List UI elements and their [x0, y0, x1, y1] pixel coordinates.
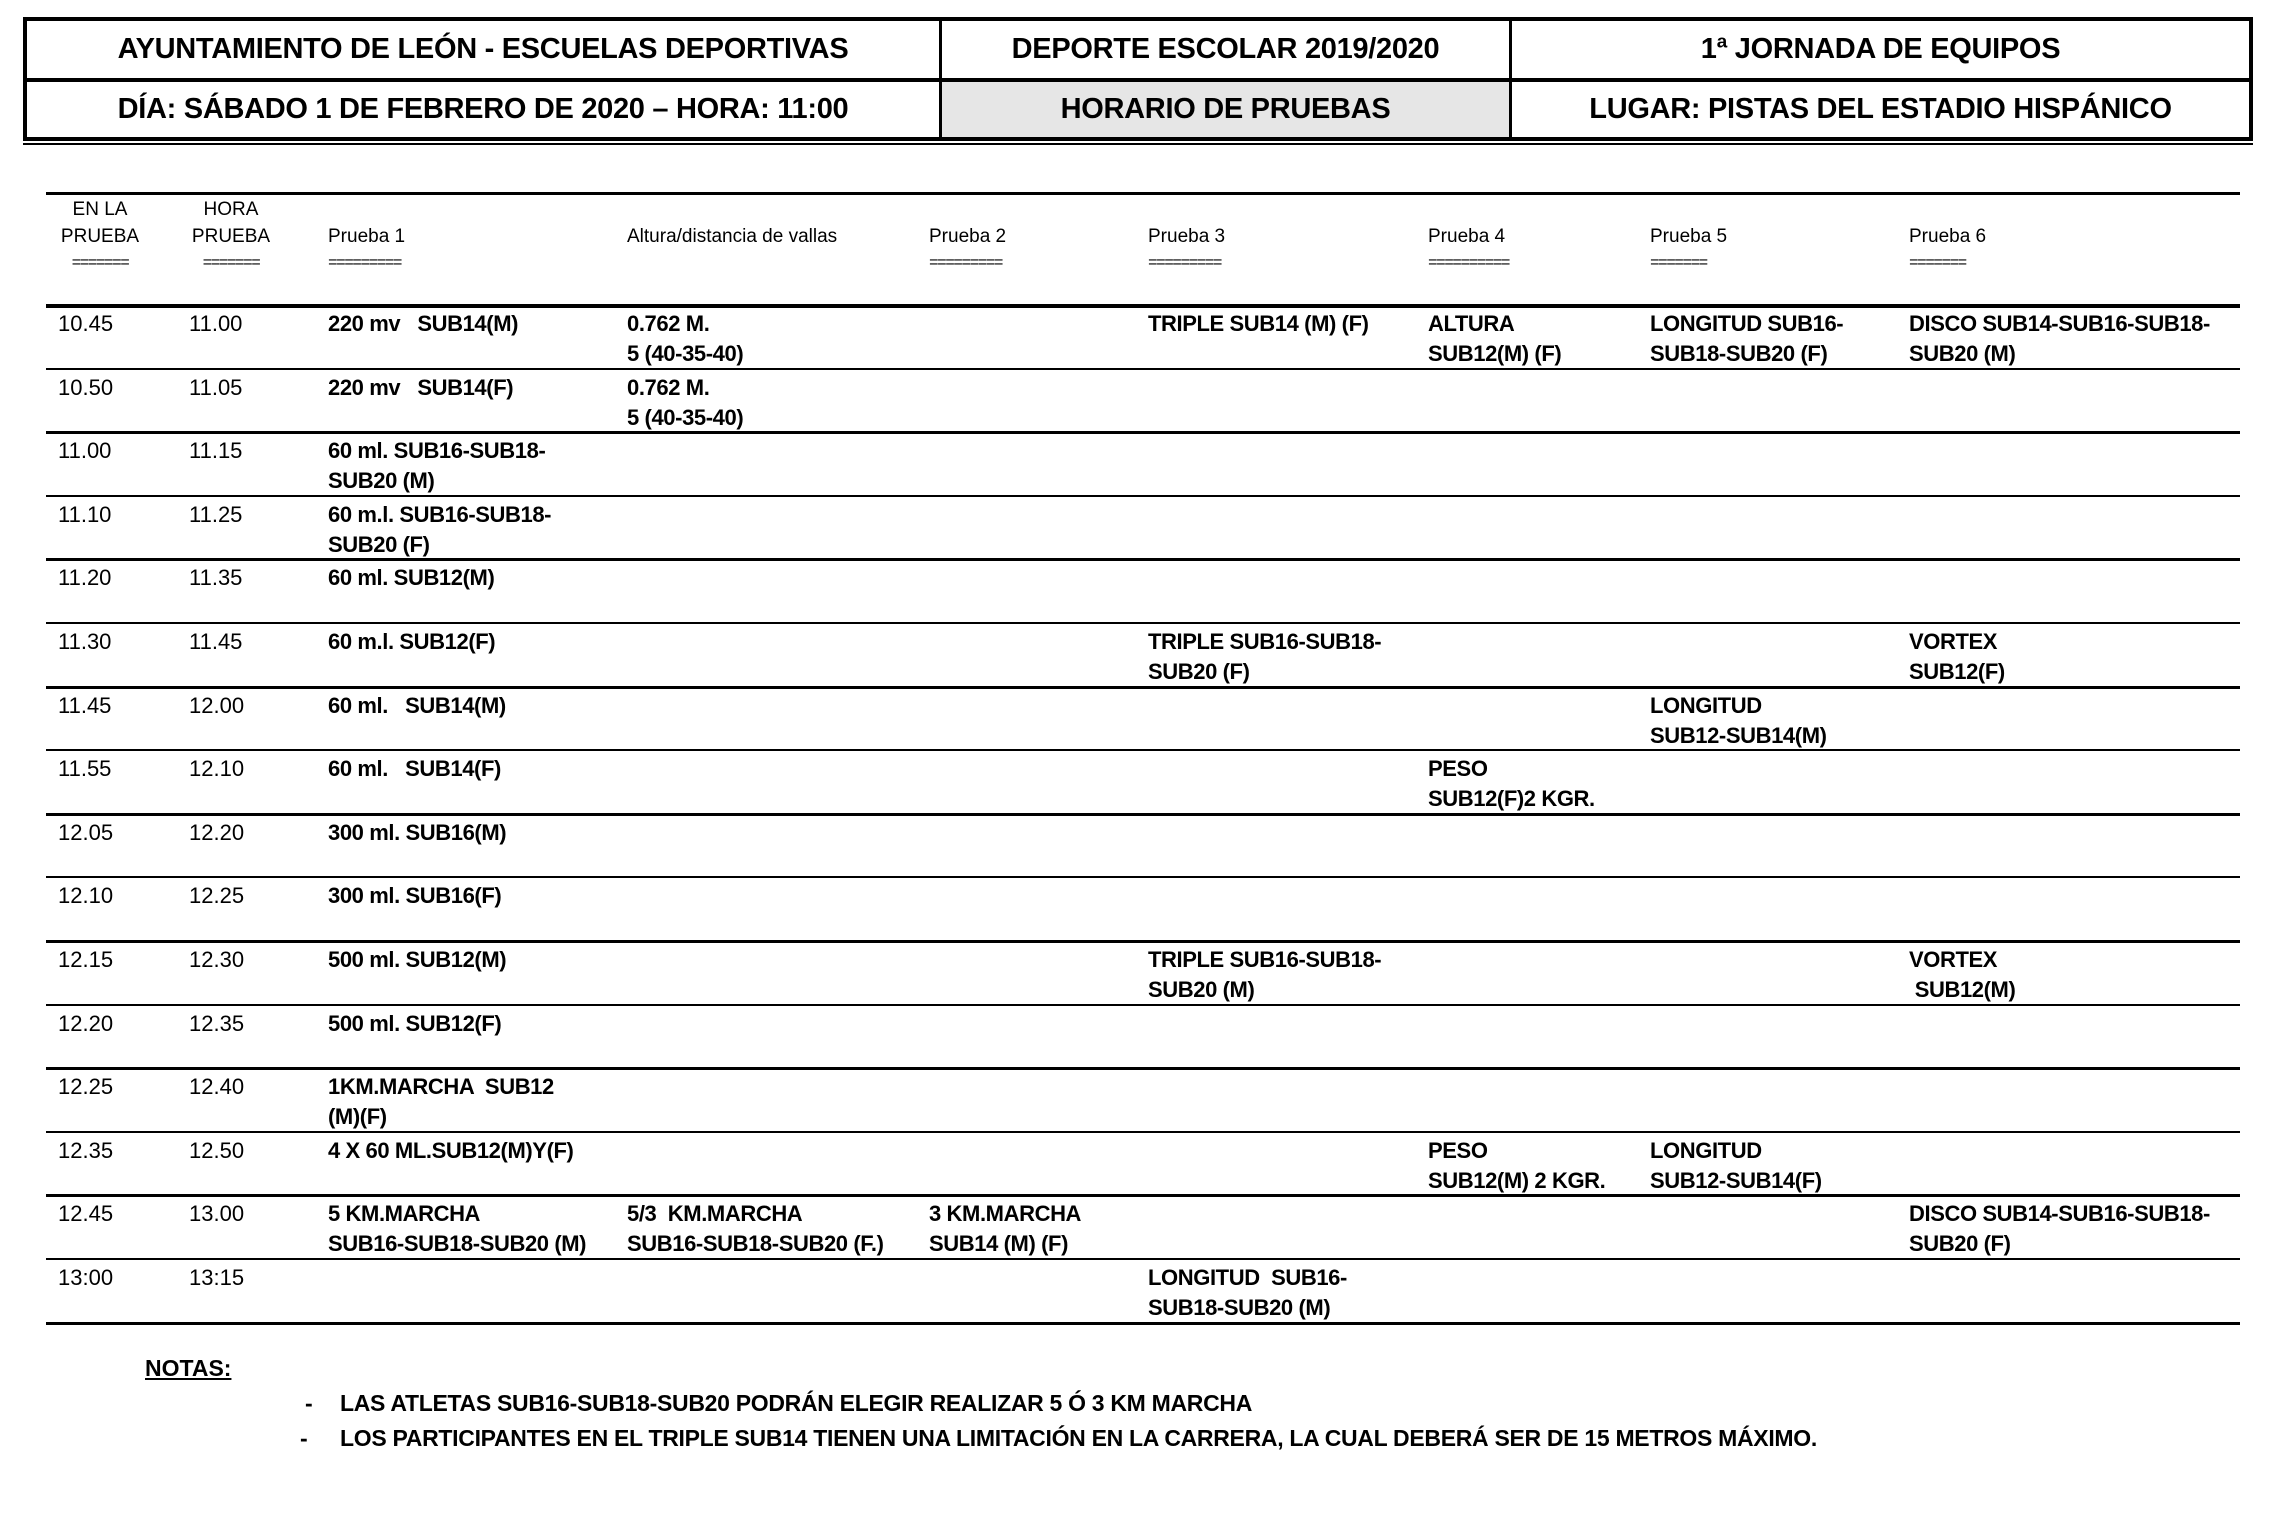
table-cell-prueba-4: ALTURA	[1428, 311, 1515, 336]
table-cell-prueba-6: SUB12(M)	[1909, 977, 2016, 1002]
table-cell-prueba-3: SUB20 (M)	[1148, 977, 1255, 1002]
table-cell-en-la-prueba: 11.10	[58, 501, 112, 527]
table-cell-prueba-3: SUB20 (F)	[1148, 659, 1250, 684]
table-cell-prueba-5: LONGITUD	[1650, 692, 1762, 718]
table-cell-en-la-prueba: 11.45	[58, 692, 112, 718]
table-cell-hora-prueba: 12.40	[189, 1074, 245, 1100]
column-header-prueba-6	[1909, 196, 1986, 277]
column-header-en-la-prueba	[40, 196, 160, 277]
column-header-line1	[1650, 196, 1727, 223]
table-cell-hora-prueba: 12.20	[189, 819, 245, 845]
column-header-underline: =========	[929, 254, 1002, 272]
table-cell-prueba-4: SUB12(M) (F)	[1428, 341, 1562, 366]
table-cell-prueba-1: 60 m.l. SUB12(F)	[328, 629, 496, 654]
column-header-line1	[627, 196, 837, 223]
column-header-underline: ==========	[1428, 254, 1510, 272]
column-header-line2: Prueba 5	[1650, 226, 1728, 247]
table-cell-prueba-6: SUB12(F)	[1909, 659, 2005, 684]
table-cell-hora-prueba: 12.30	[189, 947, 245, 972]
table-row-rule	[46, 940, 2240, 943]
column-header-underline: =======	[1650, 254, 1707, 272]
table-cell-prueba-5: SUB18-SUB20 (F)	[1650, 341, 1828, 366]
table-cell-prueba-6: VORTEX	[1909, 947, 1998, 972]
table-cell-altura-distancia-vallas: SUB16-SUB18-SUB20 (F.)	[627, 1231, 884, 1257]
table-cell-prueba-3: TRIPLE SUB16-SUB18-	[1148, 629, 1382, 654]
table-cell-prueba-1: 500 ml. SUB12(M)	[328, 947, 507, 972]
table-cell-prueba-1: SUB16-SUB18-SUB20 (M)	[328, 1231, 587, 1257]
table-cell-altura-distancia-vallas: 0.762 M.	[627, 311, 710, 336]
table-cell-hora-prueba: 13:15	[189, 1265, 245, 1290]
table-cell-en-la-prueba: 11.55	[58, 756, 112, 782]
table-cell-hora-prueba: 12.35	[189, 1010, 245, 1036]
table-cell-prueba-1: 500 ml. SUB12(F)	[328, 1010, 502, 1036]
table-cell-hora-prueba: 11.35	[189, 565, 243, 591]
table-cell-altura-distancia-vallas: 5 (40-35-40)	[627, 341, 744, 366]
column-header-underline: =========	[328, 254, 401, 272]
table-cell-prueba-1: 60 ml. SUB12(M)	[328, 565, 495, 591]
table-row-rule	[46, 876, 2240, 878]
table-cell-prueba-1: 220 mv SUB14(M)	[328, 311, 519, 336]
table-cell-prueba-1: 5 KM.MARCHA	[328, 1201, 481, 1227]
column-header-line1	[1909, 196, 1986, 223]
table-row-rule	[46, 686, 2240, 689]
column-header-prueba-1	[328, 196, 405, 277]
column-header-line1	[1428, 196, 1509, 223]
table-cell-hora-prueba: 13.00	[189, 1201, 245, 1227]
table-cell-altura-distancia-vallas: 0.762 M.	[627, 374, 710, 400]
column-header-prueba-5	[1650, 196, 1727, 277]
table-cell-hora-prueba: 11.05	[189, 374, 243, 400]
table-row-rule	[46, 1131, 2240, 1133]
column-header-underline: =======	[1909, 254, 1966, 272]
table-cell-prueba-6: VORTEX	[1909, 629, 1998, 654]
table-cell-prueba-5: SUB12-SUB14(F)	[1650, 1167, 1822, 1193]
column-header-line2: Prueba 3	[1148, 226, 1226, 247]
table-cell-prueba-1: 60 ml. SUB16-SUB18-	[328, 438, 546, 464]
table-cell-prueba-3: TRIPLE SUB14 (M) (F)	[1148, 311, 1369, 336]
table-cell-prueba-1: SUB20 (F)	[328, 531, 430, 557]
table-cell-en-la-prueba: 12.15	[58, 947, 114, 972]
column-header-line1	[328, 196, 405, 223]
table-row-rule	[46, 813, 2240, 816]
table-cell-prueba-1: 220 mv SUB14(F)	[328, 374, 514, 400]
table-cell-prueba-1: 60 m.l. SUB16-SUB18-	[328, 501, 552, 527]
table-cell-prueba-1: (M)(F)	[328, 1104, 387, 1130]
table-cell-prueba-1: 300 ml. SUB16(M)	[328, 819, 507, 845]
table-cell-en-la-prueba: 11.30	[58, 629, 112, 654]
table-cell-prueba-6: DISCO SUB14-SUB16-SUB18-	[1909, 1201, 2210, 1227]
column-header-prueba-4	[1428, 196, 1509, 277]
column-header-line1: HORA	[203, 199, 259, 220]
column-header-altura-distancia-vallas	[627, 196, 837, 277]
table-cell-en-la-prueba: 12.35	[58, 1137, 114, 1163]
column-header-prueba-2	[929, 196, 1006, 277]
table-cell-en-la-prueba: 11.00	[58, 438, 112, 464]
table-cell-hora-prueba: 11.45	[189, 629, 243, 654]
table-cell-prueba-6: SUB20 (M)	[1909, 341, 2016, 366]
table-cell-en-la-prueba: 12.05	[58, 819, 114, 845]
table-row-rule	[46, 431, 2240, 434]
table-cell-hora-prueba: 12.25	[189, 883, 245, 909]
table-cell-en-la-prueba: 12.25	[58, 1074, 114, 1100]
column-header-line1	[929, 196, 1006, 223]
table-row-rule	[46, 558, 2240, 561]
table-cell-hora-prueba: 11.25	[189, 501, 243, 527]
table-cell-prueba-5: LONGITUD SUB16-	[1650, 311, 1844, 336]
column-header-line1	[1148, 196, 1225, 223]
table-cell-en-la-prueba: 12.45	[58, 1201, 114, 1227]
table-cell-prueba-2: 3 KM.MARCHA	[929, 1201, 1082, 1227]
table-cell-prueba-1: 300 ml. SUB16(F)	[328, 883, 502, 909]
table-cell-en-la-prueba: 12.20	[58, 1010, 114, 1036]
table-row-rule	[46, 1004, 2240, 1006]
column-header-line2: Altura/distancia de vallas	[627, 226, 838, 247]
note-bullet: -	[300, 1425, 308, 1451]
table-cell-altura-distancia-vallas: 5 (40-35-40)	[627, 404, 744, 430]
table-cell-hora-prueba: 12.00	[189, 692, 245, 718]
column-header-line1: EN LA	[72, 199, 128, 220]
column-header-line2: PRUEBA	[191, 226, 271, 247]
table-row-rule	[46, 495, 2240, 497]
table-header-rule	[46, 304, 2240, 308]
table-cell-prueba-3: LONGITUD SUB16-	[1148, 1265, 1347, 1290]
table-row-rule	[46, 1067, 2240, 1070]
date-time-label: DÍA: SÁBADO 1 DE FEBRERO DE 2020 – HORA: 11:00	[117, 93, 849, 125]
note-item: LOS PARTICIPANTES EN EL TRIPLE SUB14 TIENEN UNA LIMITACIÓN EN LA CARRERA, LA CUAL DEBERÁ SER DE 15 METROS MÁXIMO.	[340, 1425, 1817, 1451]
table-cell-prueba-3: TRIPLE SUB16-SUB18-	[1148, 947, 1382, 972]
column-header-line2: Prueba 6	[1909, 226, 1987, 247]
table-cell-prueba-1: 4 X 60 ML.SUB12(M)Y(F)	[328, 1137, 574, 1163]
table-cell-prueba-5: LONGITUD	[1650, 1137, 1762, 1163]
schedule-title: HORARIO DE PRUEBAS	[942, 82, 1509, 137]
table-row-rule	[46, 622, 2240, 624]
table-cell-prueba-4: PESO	[1428, 1137, 1488, 1163]
table-cell-en-la-prueba: 10.45	[58, 311, 114, 336]
table-cell-en-la-prueba: 12.10	[58, 883, 114, 909]
table-cell-prueba-5: SUB12-SUB14(M)	[1650, 722, 1827, 748]
organization-title: AYUNTAMIENTO DE LEÓN - ESCUELAS DEPORTIVAS	[117, 33, 849, 65]
column-header-underline: =======	[71, 254, 129, 272]
table-cell-prueba-4: SUB12(F)2 KGR.	[1428, 786, 1595, 812]
table-cell-prueba-6: SUB20 (F)	[1909, 1231, 2011, 1257]
column-header-prueba-3	[1148, 196, 1225, 277]
table-cell-prueba-6: DISCO SUB14-SUB16-SUB18-	[1909, 311, 2210, 336]
table-cell-prueba-2: SUB14 (M) (F)	[929, 1231, 1069, 1257]
table-top-rule	[46, 192, 2240, 195]
table-cell-prueba-4: SUB12(M) 2 KGR.	[1428, 1167, 1606, 1193]
note-item: LAS ATLETAS SUB16-SUB18-SUB20 PODRÁN ELEGIR REALIZAR 5 Ó 3 KM MARCHA	[340, 1390, 1253, 1416]
column-header-underline: =======	[202, 254, 260, 272]
column-header-underline	[627, 250, 837, 277]
notes-title: NOTAS:	[145, 1355, 232, 1381]
note-bullet: -	[305, 1390, 313, 1416]
table-cell-en-la-prueba: 11.20	[58, 565, 112, 591]
season-title: DEPORTE ESCOLAR 2019/2020	[1011, 33, 1440, 65]
table-row-rule	[46, 368, 2240, 370]
header-bottom-border-double	[23, 143, 2253, 145]
table-cell-en-la-prueba: 10.50	[58, 374, 114, 400]
column-header-line2: Prueba 1	[328, 226, 406, 247]
column-header-line2: PRUEBA	[60, 226, 140, 247]
table-cell-prueba-1: 1KM.MARCHA SUB12	[328, 1074, 554, 1100]
table-cell-prueba-4: PESO	[1428, 756, 1488, 782]
table-row-rule	[46, 1322, 2240, 1325]
table-row-rule	[46, 749, 2240, 751]
table-cell-hora-prueba: 12.50	[189, 1137, 245, 1163]
table-cell-en-la-prueba: 13:00	[58, 1265, 114, 1290]
table-cell-hora-prueba: 11.15	[189, 438, 243, 464]
venue-label: LUGAR: PISTAS DEL ESTADIO HISPÁNICO	[1589, 93, 2172, 125]
table-cell-hora-prueba: 12.10	[189, 756, 245, 782]
table-cell-prueba-1: SUB20 (M)	[328, 468, 435, 494]
table-cell-altura-distancia-vallas: 5/3 KM.MARCHA	[627, 1201, 803, 1227]
header-bottom-border	[23, 137, 2253, 141]
jornada-title: 1ª JORNADA DE EQUIPOS	[1700, 33, 2061, 65]
table-row-rule	[46, 1258, 2240, 1260]
column-header-line2: Prueba 4	[1428, 226, 1506, 247]
table-cell-prueba-1: 60 ml. SUB14(M)	[328, 692, 506, 718]
table-cell-prueba-1: 60 ml. SUB14(F)	[328, 756, 501, 782]
column-header-line2: Prueba 2	[929, 226, 1007, 247]
table-cell-hora-prueba: 11.00	[189, 311, 243, 336]
table-cell-prueba-3: SUB18-SUB20 (M)	[1148, 1295, 1331, 1320]
column-header-underline: =========	[1148, 254, 1221, 272]
table-row-rule	[46, 1194, 2240, 1197]
column-header-hora-prueba	[171, 196, 291, 277]
